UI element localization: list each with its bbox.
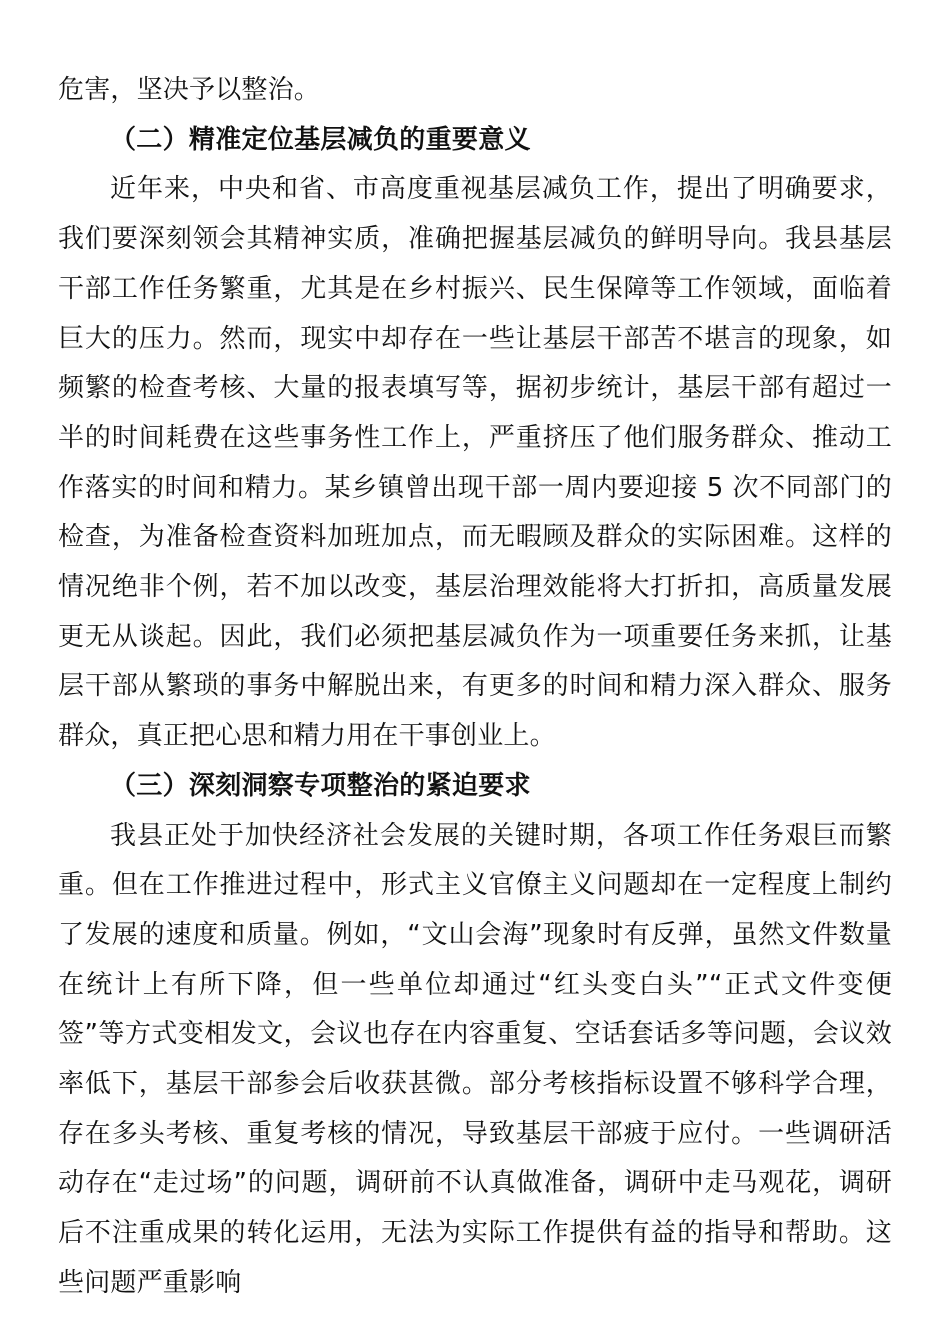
paragraph-continuation: 危害，坚决予以整治。 bbox=[58, 75, 321, 105]
document-body bbox=[58, 66, 892, 1309]
section-heading-2: （二）精准定位基层减负的重要意义 bbox=[110, 124, 531, 155]
paragraph-urgency: 我县正处于加快经济社会发展的关键时期，各项工作任务艰巨而繁重。但在工作推进过程中，形式主义官僚主义问题却在一定程度上制约了发展的速度和质量。例如，“文山会海”现象时有反弹，虽然文件数量在统计上有所下降，但一些单位却通过“红头变白头”“正式文件变便签”等方式变相发文，会议也存在内容重复、空话套话多等问题，会议效率低下，基层干部参会后收获甚微。部分考核指标设置不够科学合理，存在多头考核、重复考核的情况，导致基层干部疲于应付。一些调研活动存在“走过场”的问题，调研前不认真做准备，调研中走马观花，调研后不注重成果的转化运用，无法为实际工作提供有益的指导和帮助。这些问题严重影响 bbox=[58, 820, 892, 1298]
paragraph-significance: 近年来，中央和省、市高度重视基层减负工作，提出了明确要求，我们要深刻领会其精神实质，准确把握基层减负的鲜明导向。我县基层干部工作任务繁重，尤其是在乡村振兴、民生保障等工作领域，面临着巨大的压力。然而，现实中却存在一些让基层干部苦不堪言的现象，如频繁的检查考核、大量的报表填写等，据初步统计，基层干部有超过一半的时间耗费在这些事务性工作上，严重挤压了他们服务群众、推动工作落实的时间和精力。某乡镇曾出现干部一周内要迎接 5 次不同部门的检查，为准备检查资料加班加点，而无暇顾及群众的实际困难。这样的情况绝非个例，若不加以改变，基层治理效能将大打折扣，高质量发展更无从谈起。因此，我们必须把基层减负作为一项重要任务来抓，让基层干部从繁琐的事务中解脱出来，有更多的时间和精力深入群众、服务群众，真正把心思和精力用在干事创业上。 bbox=[58, 174, 892, 752]
section-heading-3: （三）深刻洞察专项整治的紧迫要求 bbox=[110, 770, 531, 801]
